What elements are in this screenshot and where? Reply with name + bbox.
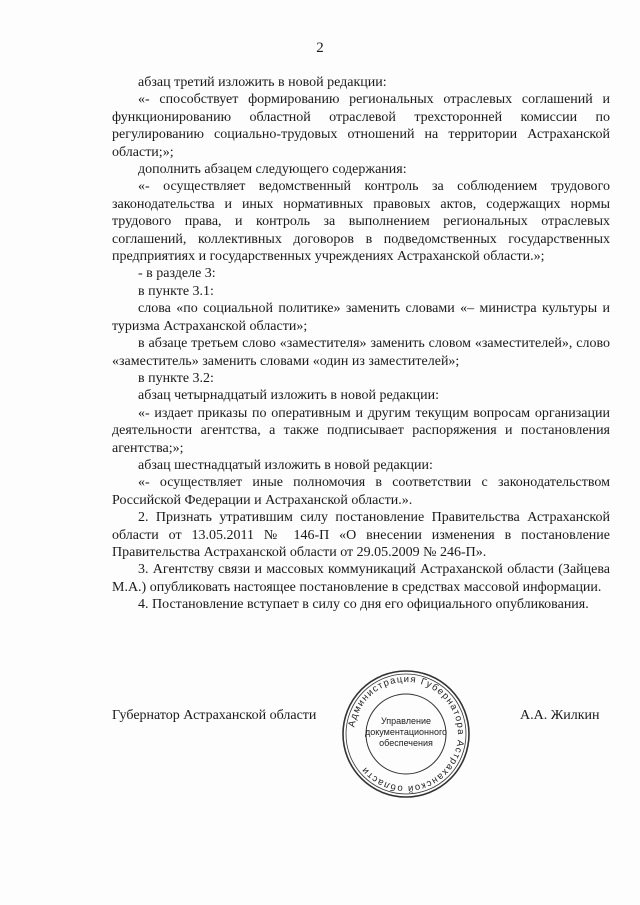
stamp-ring-text: Администрация Губернатора Астраханской области <box>346 673 467 795</box>
paragraph: абзац третий изложить в новой редакции: <box>138 75 387 90</box>
paragraph: - в разделе 3: <box>138 266 216 282</box>
paragraph: дополнить абзацем следующего содержания: <box>138 162 407 178</box>
paragraph: 2. Признать утратившим силу постановление Правительства Астраханской области от 13.05.2011 № 146-П «О внесении изменения в постановление Правительства Астраханской области от 29.05.2009 № 246-П». <box>112 510 610 560</box>
paragraph: в пункте 3.2: <box>138 370 214 386</box>
paragraph: абзац шестнадцатый изложить в новой редакции: <box>138 457 433 473</box>
stamp-line: Управление <box>380 716 432 726</box>
stamp-line: обеспечения <box>379 738 433 748</box>
paragraph: абзац четырнадцатый изложить в новой редакции: <box>138 388 440 404</box>
paragraph: в абзаце третьем слово «заместителя» заменить словом «заместителей», слово «заместитель» заменить словами «один из заместителей»; <box>112 336 610 369</box>
stamp-center-text <box>340 716 472 749</box>
paragraph: 4. Постановление вступает в силу со дня его официального опубликования. <box>138 597 589 613</box>
paragraph: «- издает приказы по оперативным и другим текущим вопросам организации деятельности агентства, а также подписывает распоряжения и постановления агентства;»; <box>112 405 610 456</box>
paragraph: 3. Агентству связи и массовых коммуникаций Астраханской области (Зайцева М.А.) опубликовать настоящее постановление в средствах массовой информации. <box>112 562 610 595</box>
paragraph: «- осуществляет иные полномочия в соответствии с законодательством Российской Федерации и Астраханской области.». <box>112 475 610 508</box>
paragraph: «- осуществляет ведомственный контроль за соблюдением трудового законодательства и иных нормативных правовых актов, содержащих нормы трудового права, и контроль за выполнением региональных отраслевых соглашений, коллективных договоров в подведомственных государственных предприятиях и государственных учреждениях Астраханской области.»; <box>112 179 610 265</box>
paragraph: в пункте 3.1: <box>138 283 214 299</box>
stamp-line: документационного <box>364 727 448 737</box>
signatory-position: Губернатор Астраханской области <box>112 708 317 723</box>
document-body <box>112 74 610 614</box>
paragraph: «- способствует формированию региональных отраслевых соглашений и функционированию областной отраслевой трехсторонней комиссии по регулированию социально-трудовых отношений на территории Астраханской области;»; <box>112 92 610 160</box>
signatory-name: А.А. Жилкин <box>520 708 600 723</box>
paragraph: слова «по социальной политике» заменить словами «– министра культуры и туризма Астраханской области»; <box>112 301 610 334</box>
page-number: 2 <box>316 40 324 56</box>
